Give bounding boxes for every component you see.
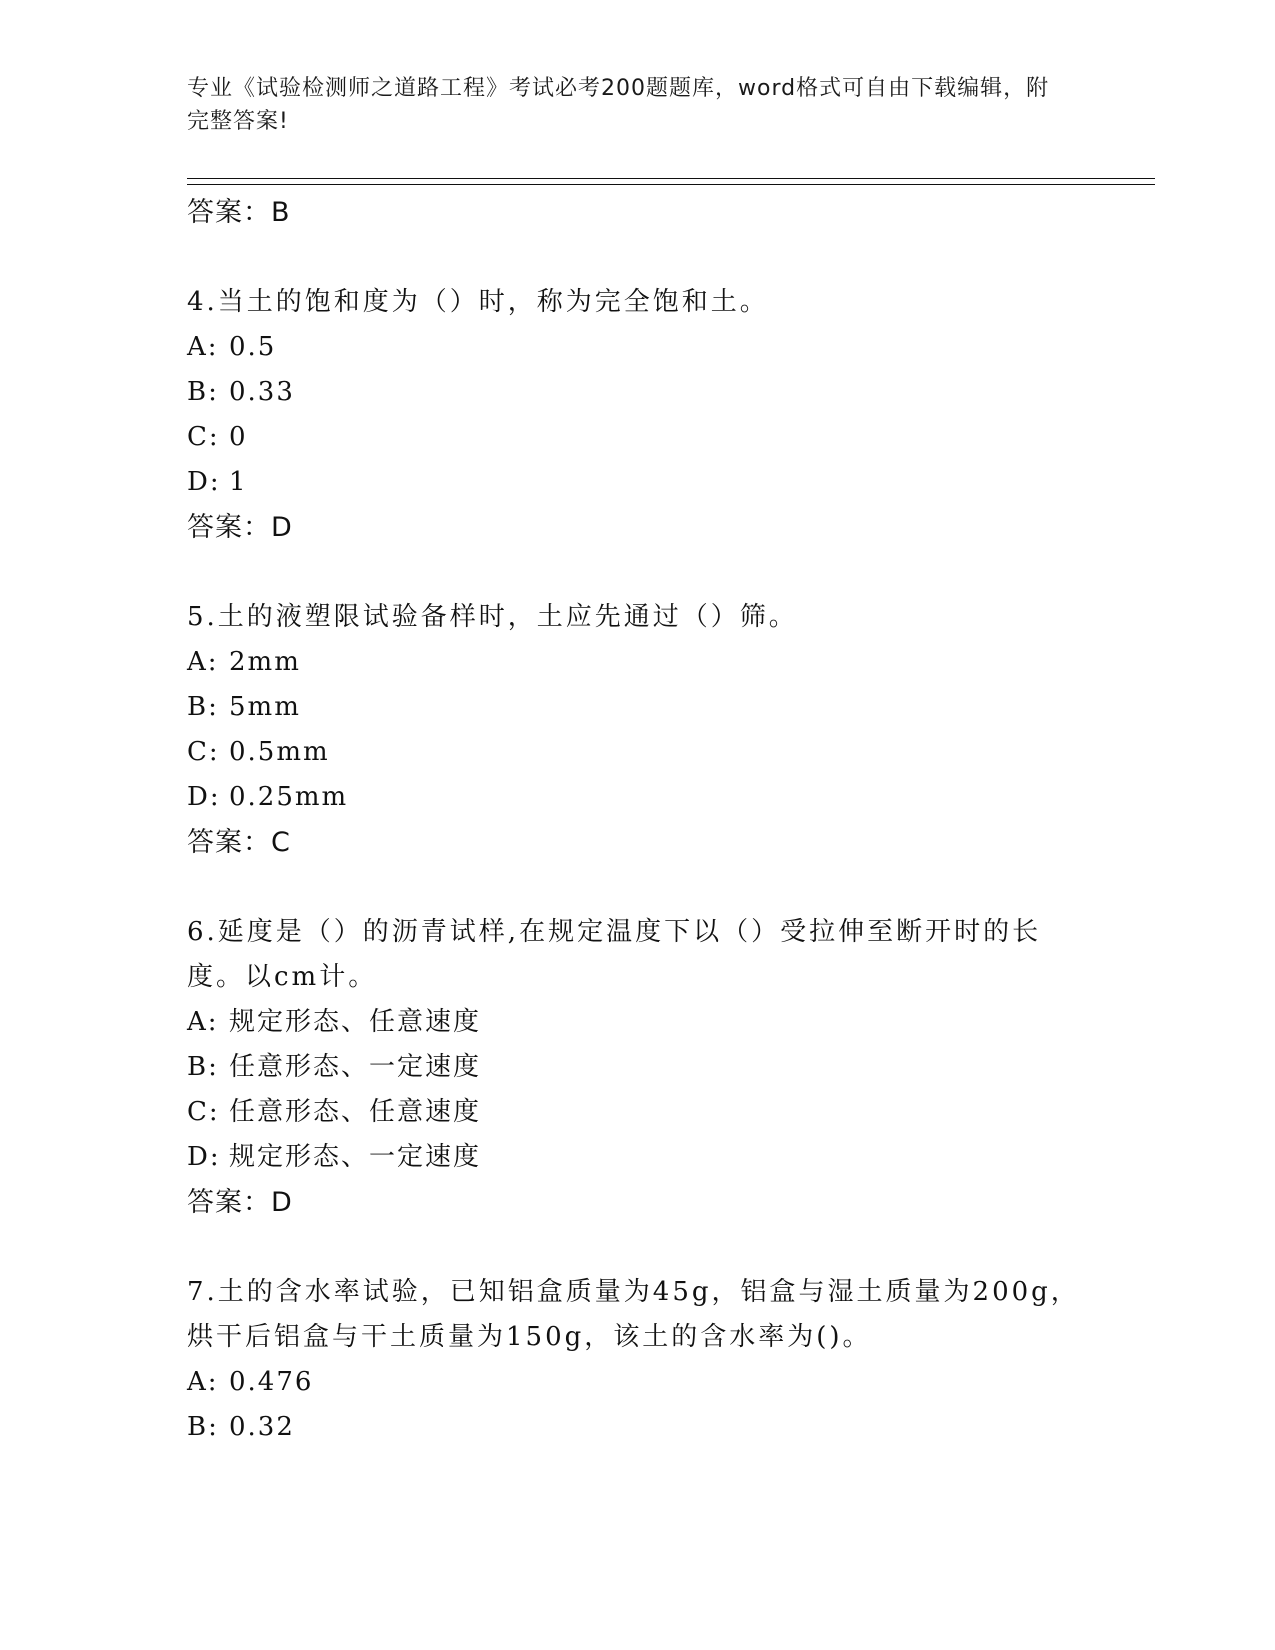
answer-line: 答案：D bbox=[187, 512, 293, 543]
option-d bbox=[187, 460, 1087, 505]
option-a bbox=[187, 1360, 1087, 1405]
option-a bbox=[187, 325, 1087, 370]
question-text: 6.延度是（）的沥青试样,在规定温度下以（）受拉伸至断开时的长度。以cm计。 bbox=[187, 917, 1042, 992]
option-b bbox=[187, 1045, 1087, 1090]
option-value: 任意形态、一定速度 bbox=[229, 1052, 482, 1082]
option-b bbox=[187, 370, 1087, 415]
option-label: A: bbox=[187, 1367, 219, 1397]
document-header bbox=[187, 72, 1067, 138]
option-value: 0.32 bbox=[229, 1412, 295, 1442]
option-d bbox=[187, 775, 1087, 820]
option-label: B: bbox=[187, 692, 219, 722]
option-value: 规定形态、任意速度 bbox=[229, 1007, 482, 1037]
option-label: A: bbox=[187, 1007, 219, 1037]
option-label: D: bbox=[187, 1142, 221, 1172]
question-text: 7.土的含水率试验，已知铝盒质量为45g，铝盒与湿土质量为200g，烘干后铝盒与干土质量为150g，该土的含水率为()。 bbox=[187, 1277, 1080, 1352]
option-value: 2mm bbox=[229, 647, 301, 677]
option-a bbox=[187, 640, 1087, 685]
option-value: 0.5 bbox=[229, 332, 277, 362]
option-label: C: bbox=[187, 1097, 220, 1127]
option-d bbox=[187, 1135, 1087, 1180]
answer-line: 答案：D bbox=[187, 1187, 293, 1218]
answer-line: 答案：B bbox=[187, 197, 291, 228]
option-c bbox=[187, 730, 1087, 775]
option-value: 1 bbox=[229, 467, 248, 497]
question-block bbox=[187, 1270, 1087, 1450]
option-value: 0.33 bbox=[229, 377, 295, 407]
option-label: B: bbox=[187, 377, 219, 407]
option-b bbox=[187, 1405, 1087, 1450]
option-label: D: bbox=[187, 782, 221, 812]
option-value: 0 bbox=[229, 422, 248, 452]
question-text: 4.当土的饱和度为（）时，称为完全饱和土。 bbox=[187, 287, 769, 317]
option-value: 任意形态、任意速度 bbox=[229, 1097, 482, 1127]
option-label: A: bbox=[187, 647, 219, 677]
question-text: 5.土的液塑限试验备样时，土应先通过（）筛。 bbox=[187, 602, 798, 632]
answer-line: 答案：C bbox=[187, 827, 291, 858]
option-label: C: bbox=[187, 737, 220, 767]
option-c bbox=[187, 1090, 1087, 1135]
option-label: B: bbox=[187, 1412, 219, 1442]
option-value: 5mm bbox=[229, 692, 301, 722]
option-label: A: bbox=[187, 332, 219, 362]
question-block bbox=[187, 910, 1087, 1225]
question-block bbox=[187, 280, 1087, 550]
header-rule-top bbox=[187, 178, 1155, 179]
option-value: 0.25mm bbox=[229, 782, 349, 812]
option-value: 规定形态、一定速度 bbox=[229, 1142, 482, 1172]
header-text: 专业《试验检测师之道路工程》考试必考200题题库，word格式可自由下载编辑，附完整答案! bbox=[187, 76, 1050, 134]
option-a bbox=[187, 1000, 1087, 1045]
option-label: B: bbox=[187, 1052, 219, 1082]
option-c bbox=[187, 415, 1087, 460]
option-value: 0.5mm bbox=[229, 737, 330, 767]
option-label: D: bbox=[187, 467, 221, 497]
option-b bbox=[187, 685, 1087, 730]
option-value: 0.476 bbox=[229, 1367, 314, 1397]
document-body bbox=[187, 190, 1087, 1450]
option-label: C: bbox=[187, 422, 220, 452]
header-rule-bottom bbox=[187, 184, 1155, 185]
question-block bbox=[187, 595, 1087, 865]
